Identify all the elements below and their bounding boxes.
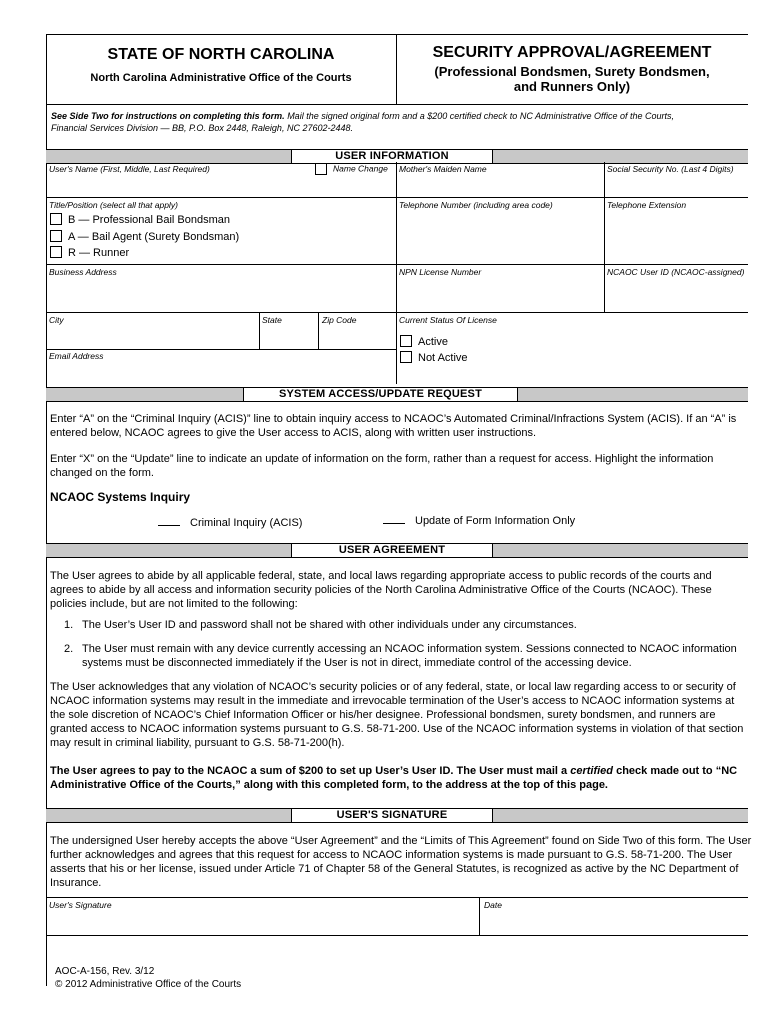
name-change-option[interactable]: [315, 163, 388, 175]
office-name: North Carolina Administrative Office of the Courts: [90, 72, 352, 84]
user-agreement-bar: [46, 543, 748, 558]
signature-statement: The undersigned User hereby accepts the above “User Agreement” and the “Limits of This Agreement” found on Side Two of this form. The User further acknowledges and agrees that this request for access to NCAOC information systems is made pursuant to G.S. 58-71-200. The User asserts that his or her license, issued under Article 71 of Chapter 58 of the General Statutes, is recognized as active by the NC Department of Insurance.: [50, 835, 752, 889]
agreement-item-2-text: The User must remain with any device currently accessing an NCAOC information system. Sessions connected to NCAOC information systems must be disconnected immediately if the User is not in direct, immediate control of the accessing device.: [82, 643, 737, 669]
agreement-payment: [50, 764, 746, 792]
user-agreement-title: USER AGREEMENT: [291, 543, 493, 558]
zip-label: Zip Code: [322, 315, 357, 325]
row-line-4: [46, 349, 396, 350]
form-title: SECURITY APPROVAL/AGREEMENT: [432, 44, 712, 61]
license-status-label: Current Status Of License: [399, 315, 497, 325]
license-not-active-checkbox[interactable]: [400, 351, 412, 363]
license-not-active-label: Not Active: [418, 352, 468, 364]
form-number: AOC-A-156, Rev. 3/12: [55, 966, 155, 977]
signature-top-line: [46, 897, 748, 898]
users-name-label: User's Name (First, Middle, Last Required): [49, 164, 210, 174]
payment-text-1: The User agrees to pay to the NCAOC a sum of $200 to set up User’s User ID. The User must mail a: [50, 765, 571, 777]
license-active-checkbox[interactable]: [400, 335, 412, 347]
update-label: Update of Form Information Only: [415, 515, 576, 527]
agreement-item-1-text: The User’s User ID and password shall not be shared with other individuals under any circumstances.: [82, 619, 577, 631]
agreement-intro: The User agrees to abide by all applicable federal, state, and local laws regarding appropriate access to public records of the courts and agrees to abide by all access and information security policies of the North Carolina Administrative Office of the Courts (NCAOC). These policies include, but are not limited to the following:: [50, 570, 712, 610]
agreement-item-2-num: 2.: [64, 643, 74, 655]
city-state-divider: [259, 312, 260, 350]
row-line-2: [46, 264, 748, 265]
mothers-maiden-name-label: Mother's Maiden Name: [399, 164, 487, 174]
name-change-checkbox[interactable]: [315, 163, 327, 175]
title-b-checkbox[interactable]: [50, 213, 62, 225]
license-active-label: Active: [418, 336, 448, 348]
left-border: [46, 34, 47, 986]
update-blank[interactable]: [383, 513, 405, 524]
title-b-label: B — Professional Bail Bondsman: [68, 214, 231, 226]
title-r-checkbox[interactable]: [50, 246, 62, 258]
column-divider-1: [396, 162, 397, 384]
email-label: Email Address: [49, 351, 104, 361]
form-subtitle: [396, 64, 748, 94]
user-information-bar: [46, 149, 748, 164]
business-address-label: Business Address: [49, 267, 117, 277]
signature-label[interactable]: User's Signature: [49, 900, 112, 910]
title-option-a[interactable]: [50, 230, 239, 244]
signature-bar: [46, 808, 748, 823]
telephone-ext-label: Telephone Extension: [607, 200, 687, 210]
title-r-label: R — Runner: [68, 247, 130, 259]
signature-bottom-line: [46, 935, 748, 936]
state-label: State: [262, 315, 282, 325]
criminal-inquiry-blank[interactable]: [158, 515, 180, 526]
signature-title: USER'S SIGNATURE: [291, 808, 493, 823]
ncaoc-user-id-label: NCAOC User ID (NCAOC-assigned): [607, 267, 745, 277]
instructions-bold: See Side Two for instructions on completing this form.: [51, 111, 285, 121]
npn-label: NPN License Number: [399, 267, 482, 277]
title-position-label: Title/Position (select all that apply): [49, 200, 178, 210]
agreement-acknowledgement: The User acknowledges that any violation of NCAOC’s security policies or of any federal, state, or local law regarding access to or security of NCAOC information systems may result in the immediate and irrevocable termination of the User’s access to NCAOC information systems at the sole discretion of NCAOC’s Chief Information Officer or his/her designee. Professional bondsmen, surety bondsmen, and runners are granted access to NCAOC information systems pursuant to G.S. 58-71-200. Use of the NCAOC information systems in violation of that section may result in criminal liability, pursuant to G.S. 58-71-200(h).: [50, 681, 744, 749]
inquiry-heading: NCAOC Systems Inquiry: [50, 490, 191, 504]
system-access-para-2: Enter “X” on the “Update” line to indicate an update of information on the form, rather than a request for access. Highlight the information changed on the form.: [50, 453, 714, 479]
system-access-title: SYSTEM ACCESS/UPDATE REQUEST: [243, 387, 518, 402]
column-divider-2: [604, 162, 605, 312]
copyright: © 2012 Administrative Office of the Courts: [55, 979, 242, 990]
title-a-label: A — Bail Agent (Surety Bondsman): [68, 231, 240, 243]
form-subtitle-line-2: and Runners Only): [513, 79, 631, 94]
date-label[interactable]: Date: [484, 900, 502, 910]
instructions-line-1: Mail the signed original form and a $200 certified check to NC Administrative Office of the Courts,: [284, 111, 675, 121]
system-access-bar: [46, 387, 748, 402]
agreement-item-1-num: 1.: [64, 619, 74, 631]
criminal-inquiry-label: Criminal Inquiry (ACIS): [190, 517, 303, 529]
form-subtitle-line-1: (Professional Bondsmen, Surety Bondsmen,: [434, 64, 710, 79]
top-border: [46, 34, 748, 35]
payment-text-italic: certified: [570, 765, 614, 777]
instructions-line-2: Financial Services Division — BB, P.O. Box 2448, Raleigh, NC 27602-2448.: [51, 123, 353, 133]
city-label: City: [49, 315, 64, 325]
telephone-label: Telephone Number (including area code): [399, 200, 553, 210]
title-a-checkbox[interactable]: [50, 230, 62, 242]
title-option-r[interactable]: [50, 246, 129, 260]
license-not-active-option[interactable]: [400, 351, 468, 365]
system-access-para-1: Enter “A” on the “Criminal Inquiry (ACIS)” line to obtain inquiry access to NCAOC’s Automated Criminal/Infractions System (ACIS). If an “A” is entered below, NCAOC agrees to give the User access to ACIS, along with written user instructions.: [50, 413, 737, 439]
title-option-b[interactable]: [50, 213, 230, 227]
row-line-1: [46, 197, 748, 198]
update-option[interactable]: [383, 513, 575, 528]
user-information-title: USER INFORMATION: [291, 149, 493, 164]
state-title: STATE OF NORTH CAROLINA: [107, 46, 335, 63]
instructions: [51, 110, 749, 134]
state-zip-divider: [318, 312, 319, 350]
license-active-option[interactable]: [400, 335, 448, 349]
ssn-label: Social Security No. (Last 4 Digits): [607, 164, 734, 174]
header-bottom-line: [46, 104, 748, 105]
row-line-3: [46, 312, 748, 313]
criminal-inquiry-option[interactable]: [158, 515, 302, 530]
signature-date-divider: [479, 897, 480, 935]
payment-text-2: check made out to “NC Administrative Office of the Courts,” along with this completed form, to the address at the top of this page.: [50, 765, 738, 791]
name-change-label: Name Change: [333, 163, 388, 174]
